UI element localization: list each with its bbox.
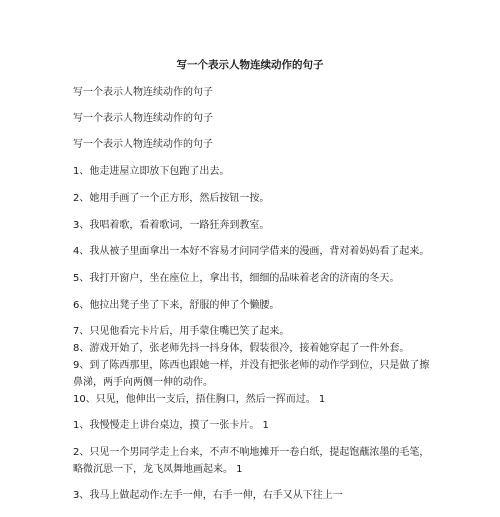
sentence-line: 1、我慢慢走上讲台桌边，摸了一张卡片。 1 (73, 420, 269, 431)
sentence-line: 5、我打开窗户，坐在座位上，拿出书，细细的品味着老舍的济南的冬天。 (73, 273, 400, 284)
sentence-line: 3、我唱着歌，看着歌词，一路狂奔到教室。 (73, 220, 270, 231)
sentence-line: 9、到了陈西那里，陈西也跟她一样，并没有把张老师的动作学到位，只是做了擦鼻涕，两手向两侧一伸的动作。 (73, 360, 430, 388)
sentence-line: 8、游戏开始了，张老师先抖一抖身体，假装很冷，接着她穿起了一件外套。 (73, 343, 410, 354)
sentence-line: 10、只见，他伸出一支后，捂住胸口，然后一挥而过。 1 (73, 394, 326, 405)
document-title: 写一个表示人物连续动作的句子 (176, 59, 324, 71)
sentence-line: 6、他拉出凳子坐了下来，舒服的伸了个懒腰。 (73, 300, 280, 311)
sentence-line: 2、只见一个男同学走上台来，不声不响地摊开一卷白纸，提起饱蘸浓墨的毛笔，略微沉思一下，龙飞凤舞地画起来。 1 (73, 447, 430, 475)
heading-line: 写一个表示人物连续动作的句子 (73, 113, 213, 124)
sentence-line: 2、她用手画了一个正方形，然后按钮一按。 (73, 193, 270, 204)
heading-line: 写一个表示人物连续动作的句子 (73, 87, 213, 98)
sentence-line: 4、我从被子里面拿出一本好不容易才问同学借来的漫画，背对着妈妈看了起来。 (73, 246, 430, 257)
sentence-line: 3、我马上做起动作:左手一伸，右手一伸，右手又从下往上一 (73, 490, 343, 501)
sentence-line: 7、只见他看完卡片后，用手蒙住嘴巴笑了起来。 (73, 326, 290, 337)
heading-line: 写一个表示人物连续动作的句子 (73, 139, 213, 150)
sentence-line: 1、他走进屋立即放下包跑了出去。 (73, 166, 230, 177)
